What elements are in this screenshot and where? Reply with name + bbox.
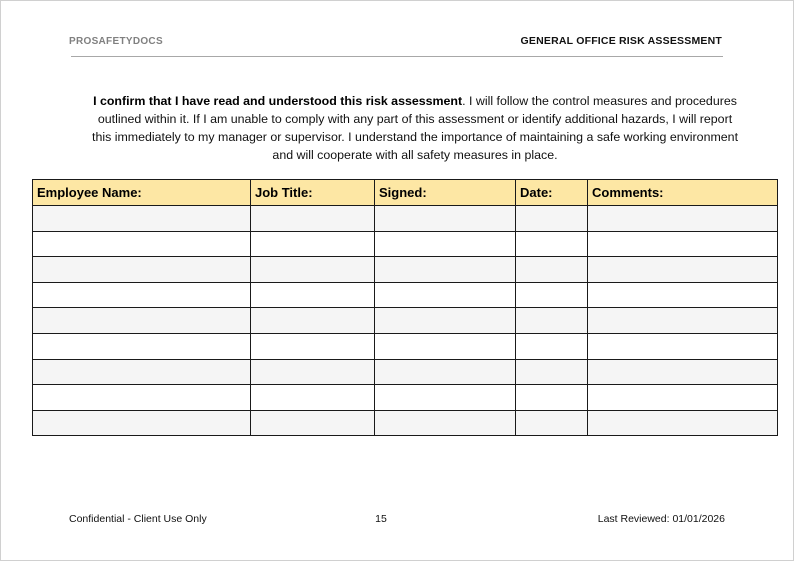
cell-employee-name[interactable]	[33, 308, 251, 334]
cell-date[interactable]	[516, 231, 588, 257]
cell-date[interactable]	[516, 206, 588, 232]
confidentiality-note: Confidential - Client Use Only	[69, 513, 207, 525]
page-number: 15	[375, 513, 387, 525]
cell-signed[interactable]	[375, 308, 516, 334]
cell-signed[interactable]	[375, 359, 516, 385]
cell-date[interactable]	[516, 282, 588, 308]
cell-employee-name[interactable]	[33, 385, 251, 411]
cell-date[interactable]	[516, 385, 588, 411]
cell-employee-name[interactable]	[33, 257, 251, 283]
cell-signed[interactable]	[375, 410, 516, 436]
cell-date[interactable]	[516, 359, 588, 385]
acknowledgement-statement	[92, 92, 738, 164]
table-row	[33, 385, 778, 411]
cell-comments[interactable]	[588, 206, 778, 232]
cell-comments[interactable]	[588, 359, 778, 385]
cell-employee-name[interactable]	[33, 333, 251, 359]
column-header-comments: Comments:	[588, 180, 778, 206]
cell-date[interactable]	[516, 410, 588, 436]
statement-bold: I confirm that I have read and understood this risk assessment	[93, 94, 463, 108]
cell-comments[interactable]	[588, 385, 778, 411]
cell-job-title[interactable]	[251, 359, 375, 385]
cell-employee-name[interactable]	[33, 231, 251, 257]
cell-signed[interactable]	[375, 385, 516, 411]
header-divider	[71, 56, 723, 57]
cell-comments[interactable]	[588, 410, 778, 436]
table-row	[33, 410, 778, 436]
column-header-date: Date:	[516, 180, 588, 206]
column-header-employee-name: Employee Name:	[33, 180, 251, 206]
table-row	[33, 231, 778, 257]
cell-signed[interactable]	[375, 231, 516, 257]
cell-job-title[interactable]	[251, 410, 375, 436]
table-row	[33, 206, 778, 232]
column-header-signed: Signed:	[375, 180, 516, 206]
cell-signed[interactable]	[375, 206, 516, 232]
cell-signed[interactable]	[375, 282, 516, 308]
cell-comments[interactable]	[588, 282, 778, 308]
cell-signed[interactable]	[375, 333, 516, 359]
cell-job-title[interactable]	[251, 231, 375, 257]
cell-date[interactable]	[516, 333, 588, 359]
cell-comments[interactable]	[588, 308, 778, 334]
table-body	[33, 206, 778, 436]
cell-signed[interactable]	[375, 257, 516, 283]
cell-employee-name[interactable]	[33, 359, 251, 385]
cell-employee-name[interactable]	[33, 282, 251, 308]
cell-job-title[interactable]	[251, 257, 375, 283]
table-row	[33, 282, 778, 308]
table-row	[33, 333, 778, 359]
table-row	[33, 308, 778, 334]
last-reviewed-date: Last Reviewed: 01/01/2026	[597, 513, 725, 525]
cell-job-title[interactable]	[251, 282, 375, 308]
cell-job-title[interactable]	[251, 385, 375, 411]
table-row	[33, 359, 778, 385]
cell-employee-name[interactable]	[33, 206, 251, 232]
cell-comments[interactable]	[588, 333, 778, 359]
cell-job-title[interactable]	[251, 206, 375, 232]
cell-employee-name[interactable]	[33, 410, 251, 436]
cell-job-title[interactable]	[251, 333, 375, 359]
cell-date[interactable]	[516, 308, 588, 334]
cell-job-title[interactable]	[251, 308, 375, 334]
signoff-table	[32, 179, 778, 436]
cell-comments[interactable]	[588, 257, 778, 283]
cell-comments[interactable]	[588, 231, 778, 257]
brand-name: PROSAFETYDOCS	[69, 36, 163, 47]
document-title: GENERAL OFFICE RISK ASSESSMENT	[520, 35, 722, 47]
table-row	[33, 257, 778, 283]
cell-date[interactable]	[516, 257, 588, 283]
statement-rest: . I will follow the control measures and procedures outlined within it. If I am unable to comply with any part of this assessment or identify additional hazards, I will report this immediately to my manager or supervisor. I understand the importance of maintaining a safe working environment and will cooperate with all safety measures in place.	[92, 94, 739, 162]
table-header-row	[33, 180, 778, 206]
column-header-job-title: Job Title:	[251, 180, 375, 206]
